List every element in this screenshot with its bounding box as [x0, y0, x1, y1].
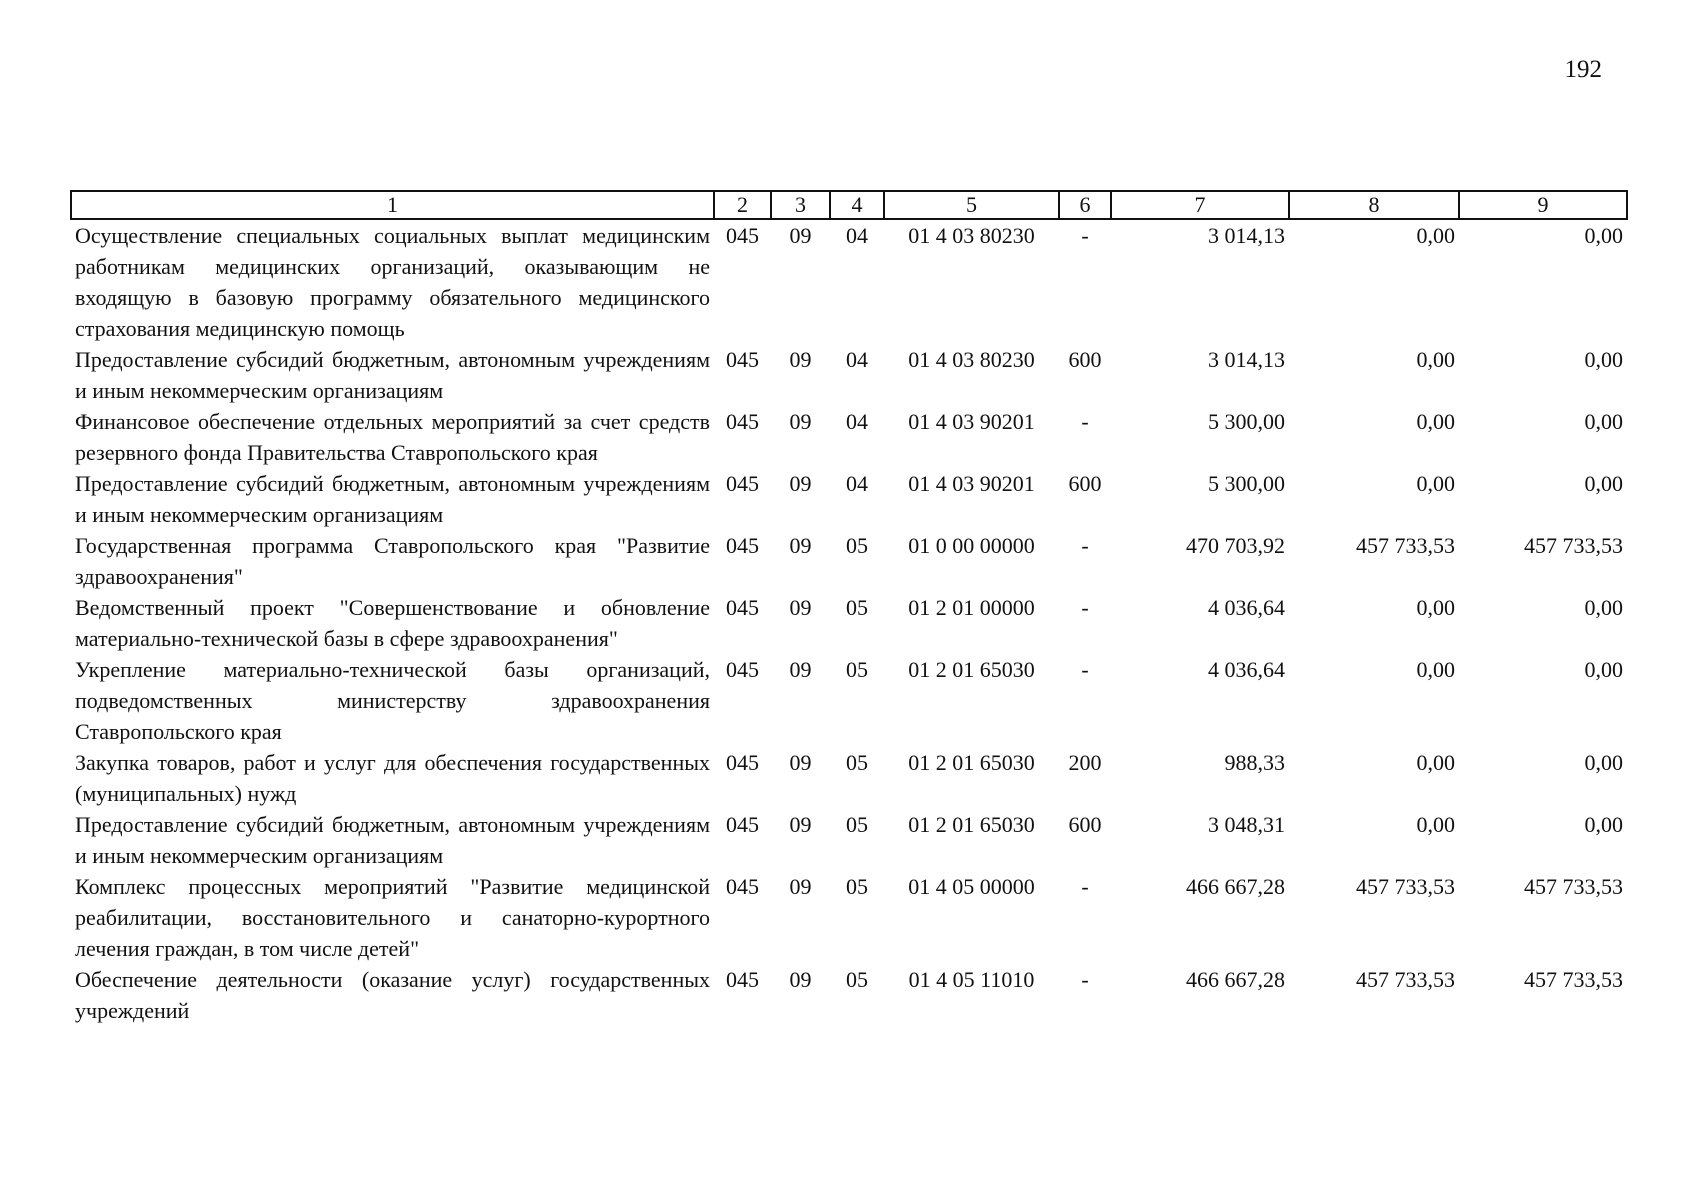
target-article-code: 01 0 00 00000	[908, 533, 1035, 558]
row-name: Финансовое обеспечение отдельных мероприятий за счет средств резервного фонда Правительства Ставропольского края	[75, 409, 710, 465]
row-name: Государственная программа Ставропольского края "Развитие здравоохранения"	[75, 533, 710, 589]
subsection-code: 05	[846, 533, 868, 558]
amount-col8: 0,00	[1416, 812, 1455, 837]
amount-col8: 0,00	[1416, 657, 1455, 682]
section-code: 09	[789, 223, 812, 248]
amount-col9: 0,00	[1584, 812, 1623, 837]
grbs-code: 045	[726, 347, 759, 372]
table-row	[71, 219, 1627, 344]
column-header: 3	[771, 191, 830, 219]
row-name: Предоставление субсидий бюджетным, автономным учреждениям и иным некоммерческим организациям	[75, 812, 710, 868]
row-name: Ведомственный проект "Совершенствование и обновление материально-технической базы в сфере здравоохранения"	[75, 595, 710, 651]
expense-type-code: 200	[1068, 750, 1102, 775]
amount-col7: 5 300,00	[1208, 409, 1285, 434]
subsection-code: 05	[846, 967, 868, 992]
section-code: 09	[789, 347, 812, 372]
row-name: Комплекс процессных мероприятий "Развитие медицинской реабилитации, восстановительного и санаторно-курортного лечения граждан, в том числе детей"	[75, 874, 710, 961]
expense-type-code: -	[1081, 967, 1089, 992]
table-row	[71, 654, 1627, 747]
target-article-code: 01 4 05 11010	[908, 967, 1035, 992]
section-code: 09	[789, 812, 812, 837]
budget-table	[70, 190, 1628, 1026]
expense-type-code: 600	[1068, 471, 1102, 496]
table-row	[71, 747, 1627, 809]
column-header: 8	[1289, 191, 1459, 219]
row-name: Укрепление материально-технической базы организаций, подведомственных министерству здравоохранения Ставропольского края	[75, 657, 710, 744]
grbs-code: 045	[726, 223, 759, 248]
subsection-code: 04	[846, 409, 868, 434]
amount-col8: 0,00	[1416, 409, 1455, 434]
amount-col7: 3 014,13	[1208, 223, 1285, 248]
subsection-code: 05	[846, 874, 868, 899]
grbs-code: 045	[726, 750, 759, 775]
subsection-code: 05	[846, 657, 868, 682]
amount-col9: 0,00	[1584, 347, 1623, 372]
section-code: 09	[789, 967, 812, 992]
column-number-row	[71, 191, 1627, 219]
amount-col9: 0,00	[1584, 595, 1623, 620]
table-row	[71, 964, 1627, 1026]
amount-col8: 0,00	[1416, 471, 1455, 496]
table-row	[71, 530, 1627, 592]
expense-type-code: 600	[1068, 812, 1102, 837]
amount-col8: 0,00	[1416, 347, 1455, 372]
amount-col7: 3 048,31	[1208, 812, 1285, 837]
amount-col7: 988,33	[1224, 750, 1285, 775]
expense-type-code: -	[1081, 223, 1089, 248]
amount-col9: 0,00	[1584, 409, 1623, 434]
target-article-code: 01 2 01 65030	[908, 657, 1035, 682]
subsection-code: 05	[846, 812, 868, 837]
grbs-code: 045	[726, 533, 759, 558]
target-article-code: 01 2 01 65030	[908, 750, 1035, 775]
amount-col9: 457 733,53	[1524, 967, 1623, 992]
expense-type-code: -	[1081, 409, 1089, 434]
expense-type-code: 600	[1068, 347, 1102, 372]
section-code: 09	[789, 533, 812, 558]
grbs-code: 045	[726, 812, 759, 837]
grbs-code: 045	[726, 657, 759, 682]
column-header: 4	[830, 191, 884, 219]
expense-type-code: -	[1081, 595, 1089, 620]
target-article-code: 01 4 03 90201	[908, 471, 1035, 496]
amount-col9: 0,00	[1584, 223, 1623, 248]
amount-col9: 457 733,53	[1524, 874, 1623, 899]
grbs-code: 045	[726, 409, 759, 434]
amount-col8: 457 733,53	[1356, 533, 1455, 558]
grbs-code: 045	[726, 967, 759, 992]
amount-col8: 457 733,53	[1356, 967, 1455, 992]
row-name: Предоставление субсидий бюджетным, автономным учреждениям и иным некоммерческим организациям	[75, 471, 710, 527]
expense-type-code: -	[1081, 874, 1089, 899]
subsection-code: 05	[846, 750, 868, 775]
expense-type-code: -	[1081, 533, 1089, 558]
grbs-code: 045	[726, 874, 759, 899]
table-row	[71, 592, 1627, 654]
subsection-code: 05	[846, 595, 868, 620]
amount-col9: 0,00	[1584, 471, 1623, 496]
amount-col8: 0,00	[1416, 595, 1455, 620]
column-header: 5	[884, 191, 1059, 219]
column-header: 9	[1459, 191, 1627, 219]
section-code: 09	[789, 595, 812, 620]
subsection-code: 04	[846, 347, 868, 372]
section-code: 09	[789, 409, 812, 434]
target-article-code: 01 4 03 80230	[908, 347, 1035, 372]
table-row	[71, 871, 1627, 964]
amount-col9: 0,00	[1584, 750, 1623, 775]
row-name: Обеспечение деятельности (оказание услуг) государственных учреждений	[75, 967, 710, 1023]
amount-col7: 3 014,13	[1208, 347, 1285, 372]
amount-col8: 0,00	[1416, 223, 1455, 248]
table-row	[71, 344, 1627, 406]
amount-col8: 457 733,53	[1356, 874, 1455, 899]
target-article-code: 01 4 05 00000	[908, 874, 1035, 899]
row-name: Осуществление специальных социальных выплат медицинским работникам медицинских организаций, оказывающим не входящую в базовую программу обязательного медицинского страхования медицинскую помощь	[75, 223, 710, 341]
target-article-code: 01 4 03 80230	[908, 223, 1035, 248]
table-row	[71, 406, 1627, 468]
amount-col7: 5 300,00	[1208, 471, 1285, 496]
amount-col7: 466 667,28	[1186, 874, 1285, 899]
amount-col9: 0,00	[1584, 657, 1623, 682]
column-header: 1	[71, 191, 714, 219]
target-article-code: 01 2 01 65030	[908, 812, 1035, 837]
target-article-code: 01 4 03 90201	[908, 409, 1035, 434]
column-header: 7	[1111, 191, 1289, 219]
column-header: 2	[714, 191, 771, 219]
row-name: Закупка товаров, работ и услуг для обеспечения государственных (муниципальных) нужд	[75, 750, 710, 806]
amount-col7: 470 703,92	[1186, 533, 1285, 558]
row-name: Предоставление субсидий бюджетным, автономным учреждениям и иным некоммерческим организациям	[75, 347, 710, 403]
amount-col7: 4 036,64	[1208, 595, 1285, 620]
table-row	[71, 468, 1627, 530]
section-code: 09	[789, 657, 812, 682]
page-number: 192	[1564, 56, 1602, 83]
amount-col8: 0,00	[1416, 750, 1455, 775]
grbs-code: 045	[726, 471, 759, 496]
subsection-code: 04	[846, 471, 868, 496]
grbs-code: 045	[726, 595, 759, 620]
subsection-code: 04	[846, 223, 868, 248]
amount-col9: 457 733,53	[1524, 533, 1623, 558]
table-row	[71, 809, 1627, 871]
amount-col7: 4 036,64	[1208, 657, 1285, 682]
section-code: 09	[789, 874, 812, 899]
section-code: 09	[789, 471, 812, 496]
amount-col7: 466 667,28	[1186, 967, 1285, 992]
section-code: 09	[789, 750, 812, 775]
expense-type-code: -	[1081, 657, 1089, 682]
target-article-code: 01 2 01 00000	[908, 595, 1035, 620]
column-header: 6	[1059, 191, 1111, 219]
